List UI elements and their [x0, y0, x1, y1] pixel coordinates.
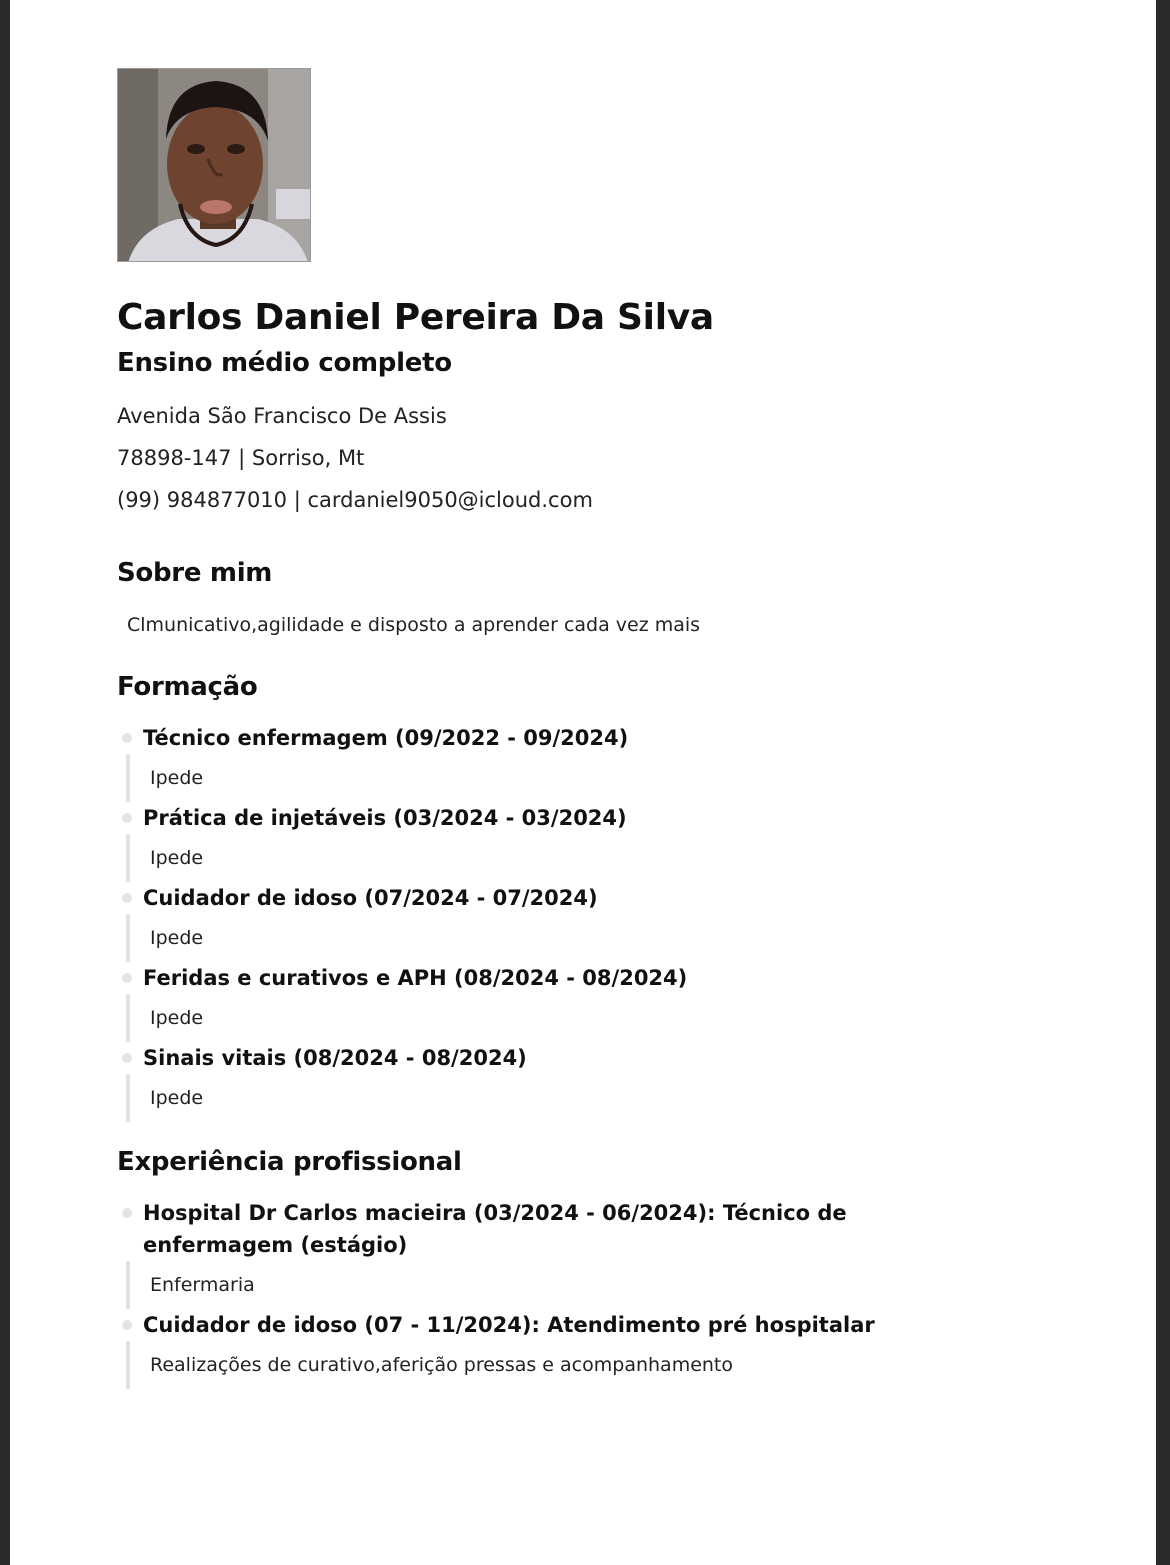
education-item — [117, 722, 1017, 802]
bullet-icon — [122, 893, 132, 903]
address: Avenida São Francisco De Assis — [117, 404, 447, 428]
profile-photo-image — [118, 69, 311, 262]
bullet-icon — [122, 733, 132, 743]
education-item — [117, 882, 1017, 962]
bullet-icon — [122, 813, 132, 823]
education-level: Ensino médio completo — [117, 348, 452, 378]
about-text: Clmunicativo,agilidade e disposto a aprender cada vez mais — [127, 614, 701, 636]
education-item-institution: Ipede — [126, 754, 1017, 802]
resume-page — [10, 0, 1156, 1565]
candidate-name: Carlos Daniel Pereira Da Silva — [117, 297, 714, 338]
education-item — [117, 962, 1017, 1042]
education-item-institution: Ipede — [126, 994, 1017, 1042]
education-item-title: Técnico enfermagem (09/2022 - 09/2024) — [143, 726, 629, 750]
education-item-institution: Ipede — [126, 914, 1017, 962]
education-item-title: Cuidador de idoso (07/2024 - 07/2024) — [143, 886, 598, 910]
city-postal: 78898-147 | Sorriso, Mt — [117, 446, 365, 470]
experience-item-description: Realizações de curativo,aferição pressas e acompanhamento — [126, 1341, 1017, 1389]
about-title: Sobre mim — [117, 558, 273, 588]
education-item-institution: Ipede — [126, 1074, 1017, 1122]
experience-item-title: Hospital Dr Carlos macieira (03/2024 - 06/2024): Técnico de enfermagem (estágio) — [143, 1201, 847, 1257]
bullet-icon — [122, 1208, 132, 1218]
education-item-title: Sinais vitais (08/2024 - 08/2024) — [143, 1046, 527, 1070]
bullet-icon — [122, 973, 132, 983]
experience-item — [117, 1197, 1017, 1309]
experience-item-description: Enfermaria — [126, 1261, 1017, 1309]
phone-email: (99) 984877010 | cardaniel9050@icloud.com — [117, 488, 593, 512]
education-title: Formação — [117, 672, 258, 702]
education-item-institution: Ipede — [126, 834, 1017, 882]
experience-item-title: Cuidador de idoso (07 - 11/2024): Atendimento pré hospitalar — [143, 1313, 875, 1337]
education-list — [117, 722, 1017, 1122]
education-item-title: Feridas e curativos e APH (08/2024 - 08/2024) — [143, 966, 688, 990]
education-item-title: Prática de injetáveis (03/2024 - 03/2024) — [143, 806, 627, 830]
experience-title: Experiência profissional — [117, 1147, 462, 1177]
bullet-icon — [122, 1053, 132, 1063]
education-item — [117, 802, 1017, 882]
bullet-icon — [122, 1320, 132, 1330]
experience-list — [117, 1197, 1017, 1389]
experience-item — [117, 1309, 1017, 1389]
profile-photo — [117, 68, 311, 262]
education-item — [117, 1042, 1017, 1122]
